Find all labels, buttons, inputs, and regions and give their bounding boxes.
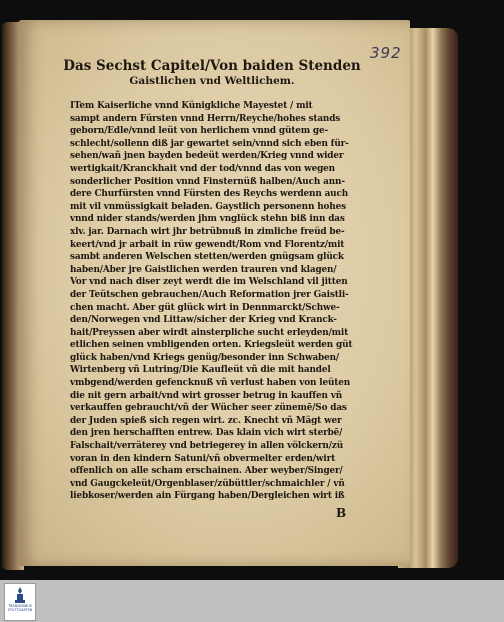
body-text: [70, 100, 370, 503]
text-line: vmbgend/werden gefencknuß vñ verlust haben von leüten: [70, 378, 351, 389]
chapter-title: Das Sechst Capitel/Von baiden Stenden: [63, 58, 361, 74]
text-line: wertigkait/Kranckhait vnd der tod/vnnd das von wegen: [70, 163, 335, 174]
library-logo-icon: [13, 586, 27, 604]
text-line: offenlich on alle scham erschainen. Aber weyber/Singer/: [70, 466, 343, 477]
chapter-heading: [52, 58, 372, 87]
chapter-subtitle: Gaistlichen vnd Weltlichem.: [129, 75, 295, 87]
text-line: verkauffen gebraucht/vñ der Wücher seer zünemē/So das: [70, 403, 347, 414]
text-line: keert/vnd jr arbait in rüw gewendt/Rom vnd Florentz/mit: [70, 239, 345, 250]
text-line: chen macht. Aber güt glück wirt in Dennmarckt/Schwe-: [70, 302, 340, 313]
text-line: Vor vnd nach diser zeyt werdt die im Welschland vil jitten: [70, 277, 348, 288]
text-line: der Teütschen gebrauchen/Auch Reformation jrer Gaistli-: [70, 289, 349, 300]
catchword: B: [336, 506, 347, 520]
text-line: Falschait/verräterey vnd betriegerey in allen völckern/zü: [70, 441, 344, 452]
text-line: sambt anderen Welschen stetten/werden gnügsam glück: [70, 252, 344, 263]
text-line: sehen/wañ jnen bayden bedeüt werden/Krieg vnnd wider: [70, 151, 344, 162]
text-line: hait/Preyssen aber wirdt ainsterpliche sucht erleyden/mit: [70, 327, 349, 338]
text-line: voran in den kindern Satuni/vñ obvermelter erden/wirt: [70, 453, 336, 464]
text-line: sonderlicher Position vnnd Finsternüß halben/Auch ann-: [70, 176, 345, 187]
text-line: Wirtenberg vñ Lutring/Die Kaufleüt vñ die mit handel: [70, 365, 331, 376]
folio-number: 392: [370, 44, 402, 62]
text-line: glück haben/vnd Kriegs genüg/besonder inn Schwaben/: [70, 352, 339, 363]
text-line: vnd Gaugckeleüt/Orgenblaser/zübüttler/schmaichler / vñ: [70, 478, 345, 489]
text-line: die nit gern arbait/vnd wirt grosser betrug in kauffen vñ: [70, 390, 343, 401]
text-line: schlecht/sollenn diß jar gewartet sein/vnnd sich eben für-: [70, 138, 349, 149]
text-line: xlv. jar. Darnach wirt jhr betrübnuß in zimliche freüd be-: [70, 226, 345, 237]
text-line: sampt andern Fürsten vnnd Herrn/Reyche/hohes stands: [70, 113, 341, 124]
book-page: [18, 20, 410, 566]
text-line: ITem Kaiserliche vnnd Künigkliche Mayestet / mit: [70, 101, 313, 111]
text-line: etlichen seinen vmbligenden orten. Kriegsleüt werden güt: [70, 340, 353, 351]
text-line: geborn/Edle/vnnd leüt von herlichem vnnd gütem ge-: [70, 126, 328, 137]
text-line: den jren herschafften entrew. Das klain vich wirt sterbē/: [70, 428, 343, 439]
text-line: der Juden spieß sich regen wirt. zc. Knecht vñ Mägt wer: [70, 415, 342, 426]
library-logo-text: TRANSKRIBUS STUTTGARTEN: [7, 604, 33, 612]
text-line: den/Norwegen vnd Littaw/sicher der Krieg vnd Kranck-: [70, 315, 337, 326]
text-line: mit vil vnmüssigkait beladen. Gaystlich personenn hohes: [70, 201, 346, 212]
text-line: haben/Aber jre Gaistlichen werden trauren vnd klagen/: [70, 264, 337, 275]
text-line: dere Churfürsten vnnd Fürsten des Reychs werdenn auch: [70, 189, 349, 200]
footer-bar: [0, 580, 504, 622]
text-line: vnnd nider stands/werden jhm vnglück stehn biß inn das: [70, 214, 345, 225]
text-line: liebkoser/werden ain Fürgang haben/Dergleichen wirt iß: [70, 491, 345, 502]
library-logo: [4, 583, 36, 621]
